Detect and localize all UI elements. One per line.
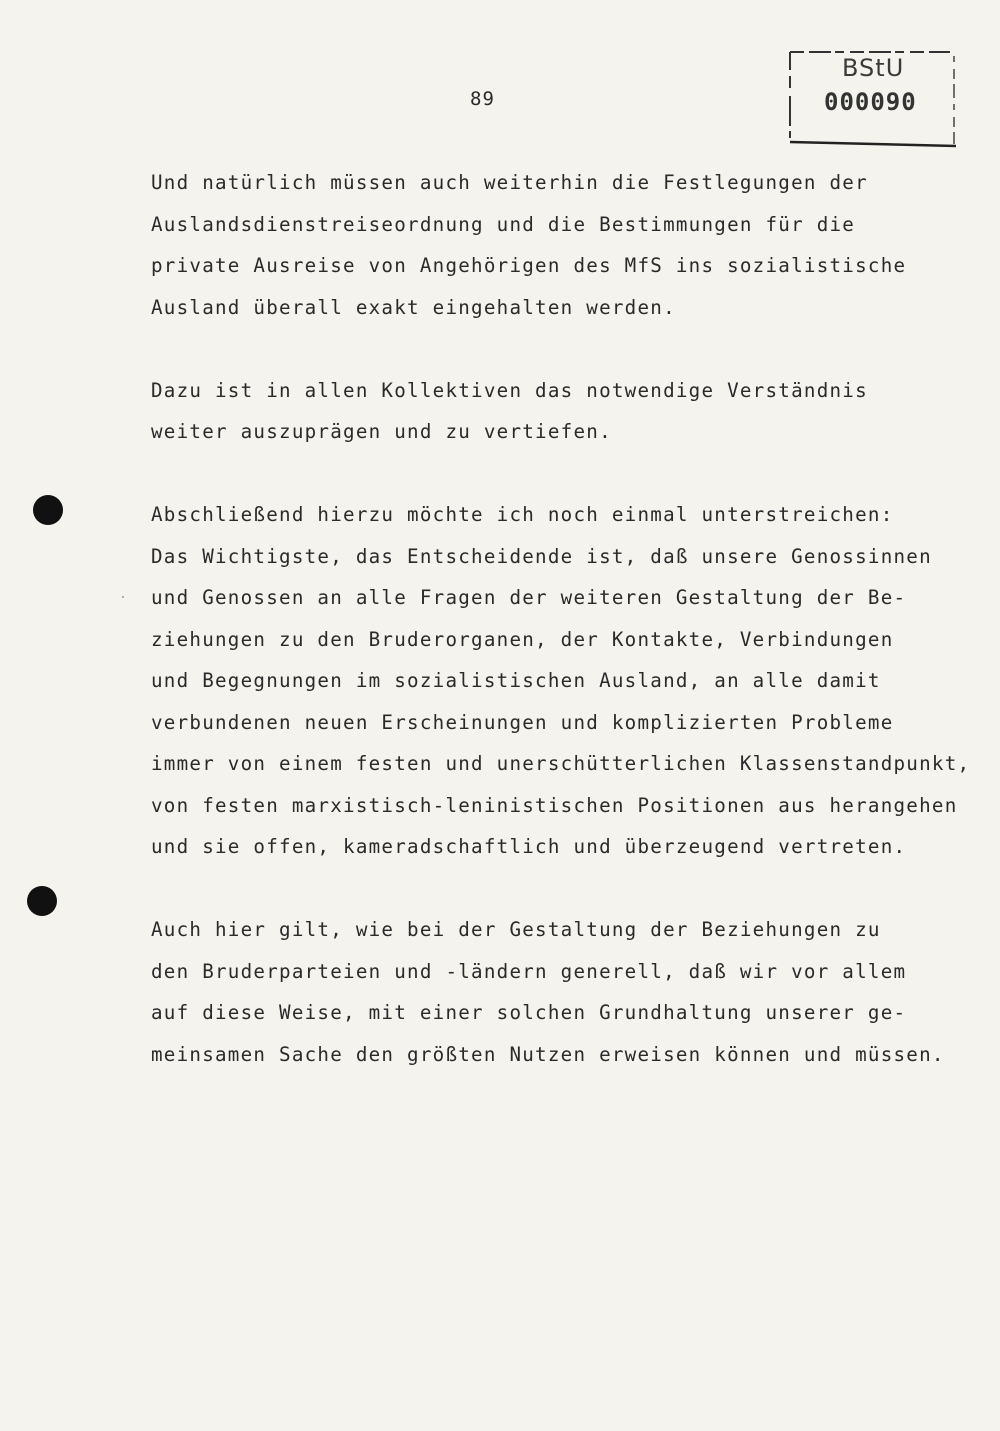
text-line: verbundenen neuen Erscheinungen und komplizierten Probleme (151, 710, 894, 734)
scan-speck (122, 596, 124, 598)
punch-hole-bottom (27, 886, 57, 916)
text-line: und Begegnungen im sozialistischen Ausland, an alle damit (151, 669, 881, 692)
text-line: und Genossen an alle Fragen der weiteren Gestaltung der Be- (151, 586, 907, 609)
text-line: Auslandsdienstreiseordnung und die Bestimmungen für die (151, 212, 856, 236)
text-line: Und natürlich müssen auch weiterhin die Festlegungen der (151, 171, 868, 194)
text-line: Auch hier gilt, wie bei der Gestaltung der Beziehungen zu (151, 918, 881, 941)
text-line: private Ausreise von Angehörigen des MfS ins sozialistische (151, 254, 907, 277)
paragraph (151, 494, 971, 868)
stamp-label: BStU (842, 54, 905, 82)
stamp-number: 000090 (824, 88, 917, 116)
text-line: ziehungen zu den Bruderorganen, der Kontakte, Verbindungen (151, 627, 894, 651)
paragraph (151, 370, 951, 453)
text-line: weiter auszuprägen und zu vertiefen. (151, 420, 612, 443)
page-number: 89 (470, 88, 495, 110)
text-line: Ausland überall exakt eingehalten werden. (151, 295, 676, 319)
text-line: Das Wichtigste, das Entscheidende ist, daß unsere Genossinnen (151, 544, 932, 568)
text-line: Abschließend hierzu möchte ich noch einmal unterstreichen: (151, 503, 894, 526)
text-line: immer von einem festen und unerschütterlichen Klassenstandpunkt, (151, 752, 971, 775)
text-line: und sie offen, kameradschaftlich und überzeugend vertreten. (151, 835, 907, 858)
paragraph (151, 162, 951, 328)
text-line: auf diese Weise, mit einer solchen Grundhaltung unserer ge- (151, 1001, 907, 1024)
archive-stamp (786, 46, 956, 148)
text-line: von festen marxistisch-leninistischen Positionen aus herangehen (151, 793, 958, 817)
text-line: den Bruderparteien und -ländern generell, daß wir vor allem (151, 959, 907, 983)
text-line: meinsamen Sache den größten Nutzen erweisen können und müssen. (151, 1042, 945, 1066)
text-line: Dazu ist in allen Kollektiven das notwendige Verständnis (151, 378, 868, 402)
punch-hole-top (33, 495, 63, 525)
document-body (151, 162, 971, 1075)
paragraph (151, 909, 951, 1075)
